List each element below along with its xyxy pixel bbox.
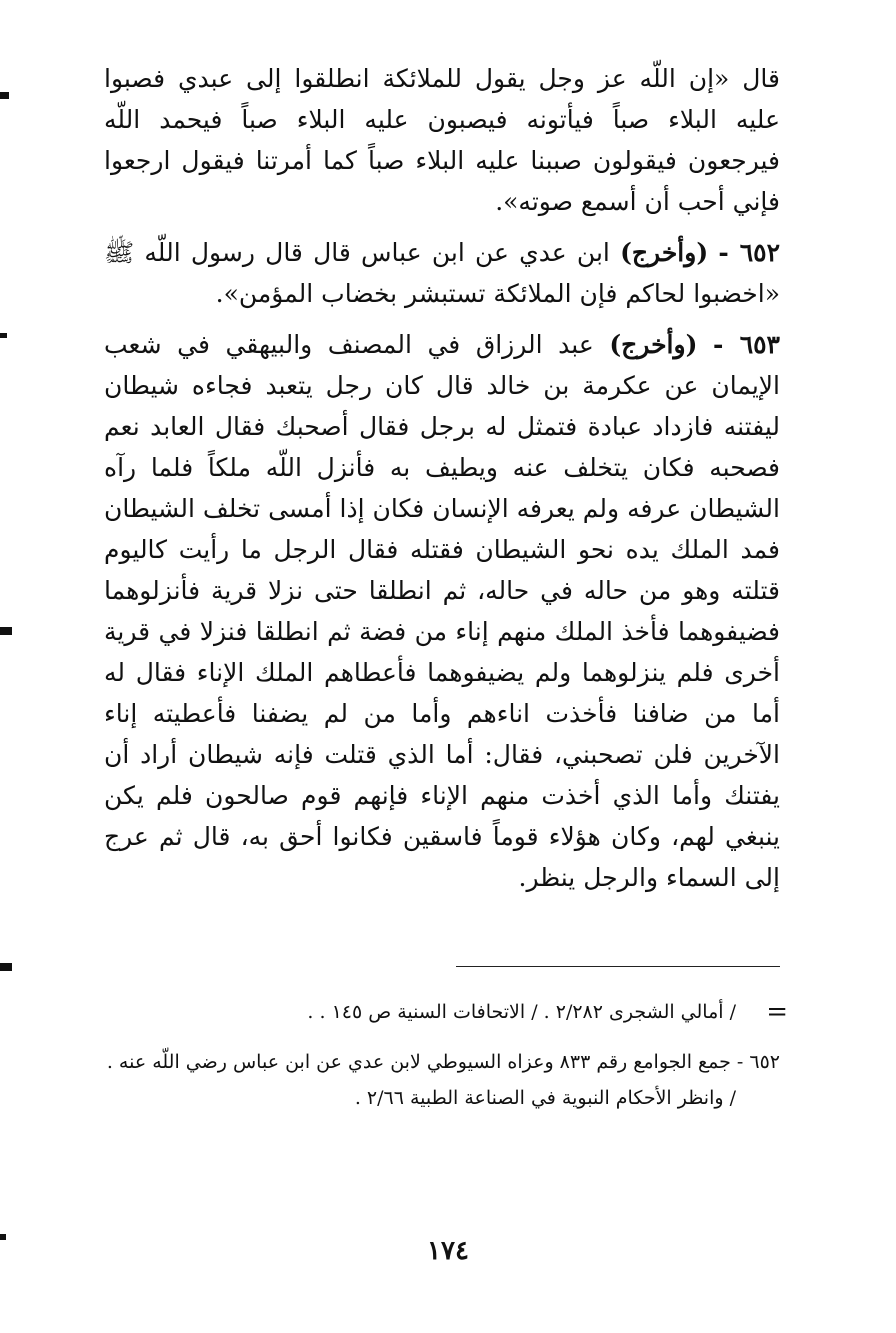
footnote-continuation-text: / أمالي الشجرى ٢/٢٨٢ . / الاتحافات السنية ص ١٤٥ . .: [307, 1001, 736, 1023]
scan-edge-mark: [0, 333, 7, 338]
paragraph-653: [104, 324, 780, 898]
footnote-continuation: [104, 994, 788, 1030]
paragraph-text: ابن عدي عن ابن عباس قال قال رسول اللّه ﷺ «اخضبوا لحاكم فإن الملائكة تستبشر بخضاب المؤمن».: [104, 238, 780, 308]
footnote-652: [104, 1044, 780, 1116]
paragraph-lead: (وأخرج): [620, 238, 709, 267]
paragraph-number: ٦٥٢ -: [718, 238, 781, 267]
main-text-block: [104, 58, 780, 908]
scan-edge-mark: [0, 1234, 6, 1240]
paragraph-hadith-continuation: قال «إن اللّه عز وجل يقول للملائكة انطلقوا إلى عبدي فصبوا عليه البلاء صباً فيأتونه فيصبون عليه البلاء صباً فيحمد اللّه فيرجعون فيقولون صببنا عليه البلاء صباً كما أمرتنا فيقول ارجعوا فإني أحب أن أسمع صوته».: [104, 64, 780, 216]
paragraph-652: [104, 232, 780, 314]
page-number: ١٧٤: [427, 1236, 469, 1266]
paragraph-number: ٦٥٣ -: [712, 330, 780, 359]
footnote-652-extra: / وانظر الأحكام النبوية في الصناعة الطبية ٢/٦٦ .: [354, 1087, 736, 1109]
paragraph-lead: (وأخرج): [609, 330, 698, 359]
paragraph-text: عبد الرزاق في المصنف والبيهقي في شعب الإيمان عن عكرمة بن خالد قال كان رجل يتعبد فجاءه شيطان ليفتنه فازداد عبادة فتمثل له برجل فقال أصحبك فقال العابد نعم فصحبه فكان يتخلف عنه ويطيف به فأنزل اللّه ملكاً فلما رآه الشيطان عرفه ولم يعرفه الإنسان فكان إذا أمسى تخلف الشيطان فمد الملك يده نحو الشيطان فقتله فقال الرجل ما رأيت كاليوم قتلته وهو من حاله في حاله، ثم انطلقا حتى نزلا قرية فأنزلوهما فضيفوهما فأخذ الملك منهم إناء من فضة ثم انطلقا فنزلا في قرية أخرى فلم ينزلوهما ولم يضيفوهما فأعطاهم الملك الإناء فقال له أما من ضافنا فأخذت اناءهم وأما من لم يضفنا فأعطيته إناء الآخرين فلن تصحبني، فقال: أما الذي قتلت فإنه شيطان أراد أن يفتنك وأما الذي أخذت منهم الإناء فإنهم قوم صالحون فلم يكن ينبغي لهم، وكان هؤلاء قوماً فاسقين فكانوا أحق به، قال ثم عرج إلى السماء والرجل ينظر.: [104, 330, 780, 892]
footnote-652-text: ٦٥٢ - جمع الجوامع رقم ٨٣٣ وعزاه السيوطي لابن عدي عن ابن عباس رضي اللّه عنه .: [106, 1051, 780, 1073]
footnote-divider: [456, 966, 780, 967]
scan-edge-mark: [0, 627, 12, 635]
footnotes-block: [104, 994, 788, 1116]
scan-edge-mark: [0, 92, 9, 99]
scan-edge-mark: [0, 963, 12, 971]
continuation-marker: =: [766, 997, 788, 1027]
